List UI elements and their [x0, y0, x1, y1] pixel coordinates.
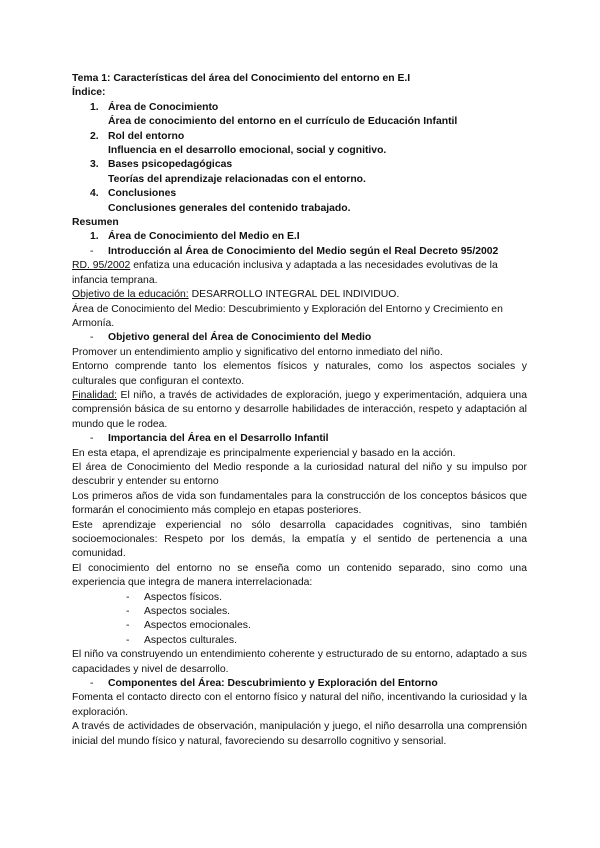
bullet-heading-text: Importancia del Área en el Desarrollo Infantil — [108, 433, 329, 445]
index-item — [72, 187, 527, 216]
summary-heading: Resumen — [72, 217, 119, 229]
list-item-text: Aspectos sociales. — [144, 606, 231, 618]
dash-marker: - — [90, 245, 94, 257]
paragraph: A través de actividades de observación, manipulación y juego, el niño desarrolla una comprensión inicial del mundo físico y natural, favoreciendo su desarrollo cognitivo y sensorial. — [72, 721, 527, 747]
paragraph: Los primeros años de vida son fundamentales para la construcción de los conceptos básicos que formarán el conocimiento más complejo en etapas posteriores. — [72, 490, 527, 517]
dash-marker: - — [90, 433, 94, 445]
index-item-subtitle: Conclusiones generales del contenido trabajado. — [108, 202, 351, 214]
bullet-heading-objetivo — [72, 331, 527, 345]
section-heading — [72, 230, 527, 244]
dash-marker: - — [126, 606, 130, 618]
list-item-text: Aspectos emocionales. — [144, 620, 251, 632]
rd-text: enfatiza una educación inclusiva y adaptada a las necesidades evolutivas de la infancia temprana. — [72, 260, 498, 286]
dash-marker: - — [126, 591, 130, 603]
index-item — [72, 158, 527, 187]
list-item — [72, 591, 527, 605]
dash-marker: - — [126, 620, 130, 632]
dash-marker: - — [90, 678, 94, 690]
paragraph-objetivo-educacion — [72, 288, 527, 302]
index-number: 2. — [90, 130, 99, 142]
index-item — [72, 130, 527, 159]
paragraph: Entorno comprende tanto los elementos físicos y naturales, como los aspectos sociales y culturales que configuran el contexto. — [72, 361, 527, 387]
index-number: 4. — [90, 188, 99, 200]
bullet-heading-intro — [72, 245, 527, 259]
document-body — [72, 72, 527, 749]
list-item — [72, 634, 527, 648]
dash-marker: - — [90, 332, 94, 344]
index-item-subtitle: Área de conocimiento del entorno en el currículo de Educación Infantil — [108, 116, 458, 128]
bullet-heading-text: Componentes del Área: Descubrimiento y Exploración del Entorno — [108, 678, 438, 690]
list-item-text: Aspectos culturales. — [144, 634, 237, 646]
index-item-title: Rol del entorno — [108, 130, 185, 142]
aspects-list — [72, 591, 527, 649]
index-list — [72, 101, 527, 216]
index-item-subtitle: Influencia en el desarrollo emocional, social y cognitivo. — [108, 145, 387, 157]
paragraph: En esta etapa, el aprendizaje es principalmente experiencial y basado en la acción. — [72, 447, 456, 459]
paragraph-rd — [72, 259, 527, 288]
paragraph: El niño va construyendo un entendimiento coherente y estructurado de su entorno, adaptado a sus capacidades y nivel de desarrollo. — [72, 649, 527, 675]
bullet-heading-componentes — [72, 677, 527, 691]
bullet-heading-text: Introducción al Área de Conocimiento del Medio según el Real Decreto 95/2002 — [108, 245, 499, 257]
objetivo-label: Objetivo de la educación: — [72, 289, 189, 301]
paragraph: Promover un entendimiento amplio y significativo del entorno inmediato del niño. — [72, 346, 443, 358]
dash-marker: - — [126, 634, 130, 646]
list-item — [72, 605, 527, 619]
index-number: 3. — [90, 159, 99, 171]
index-item-title: Bases psicopedagógicas — [108, 159, 233, 171]
index-item — [72, 101, 527, 130]
bullet-heading-importancia — [72, 432, 527, 446]
paragraph-area: Área de Conocimiento del Medio: Descubrimiento y Exploración del Entorno y Crecimiento en Armonía. — [72, 303, 503, 329]
objetivo-text: DESARROLLO INTEGRAL DEL INDIVIDUO. — [188, 289, 400, 301]
index-item-title: Área de Conocimiento — [108, 101, 219, 113]
paragraph: Este aprendizaje experiencial no sólo desarrolla capacidades cognitivas, sino también socioemocionales: Respeto por los demás, la empatía y el sentido de pertenencia a una comunidad. — [72, 519, 527, 560]
index-item-title: Conclusiones — [108, 188, 177, 200]
list-item-text: Aspectos físicos. — [144, 591, 222, 603]
index-number: 1. — [90, 101, 99, 113]
index-item-subtitle: Teorías del aprendizaje relacionadas con el entorno. — [108, 173, 366, 185]
paragraph: El conocimiento del entorno no se enseña como un contenido separado, sino como una experiencia que integra de manera interrelacionada: — [72, 562, 527, 589]
bullet-heading-text: Objetivo general del Área de Conocimiento del Medio — [108, 332, 372, 344]
paragraph: El área de Conocimiento del Medio responde a la curiosidad natural del niño y su impulso por descubrir y entender su entorno — [72, 461, 527, 488]
finalidad-text: El niño, a través de actividades de exploración, juego y experimentación, adquiera una comprensión básica de su entorno y desarrolle habilidades de interacción, respeto y adaptación al mundo que le rodea. — [72, 389, 527, 430]
finalidad-label: Finalidad: — [72, 389, 118, 401]
rd-label: RD. 95/2002 — [72, 260, 131, 272]
index-heading: Índice: — [72, 87, 106, 99]
paragraph: Fomenta el contacto directo con el entorno físico y natural del niño, incentivando la curiosidad y la exploración. — [72, 692, 527, 718]
list-item — [72, 619, 527, 633]
section-number: 1. — [90, 231, 99, 243]
paragraph-finalidad — [72, 389, 527, 432]
section-title: Área de Conocimiento del Medio en E.I — [108, 231, 300, 243]
document-title: Tema 1: Características del área del Conocimiento del entorno en E.I — [72, 73, 411, 84]
